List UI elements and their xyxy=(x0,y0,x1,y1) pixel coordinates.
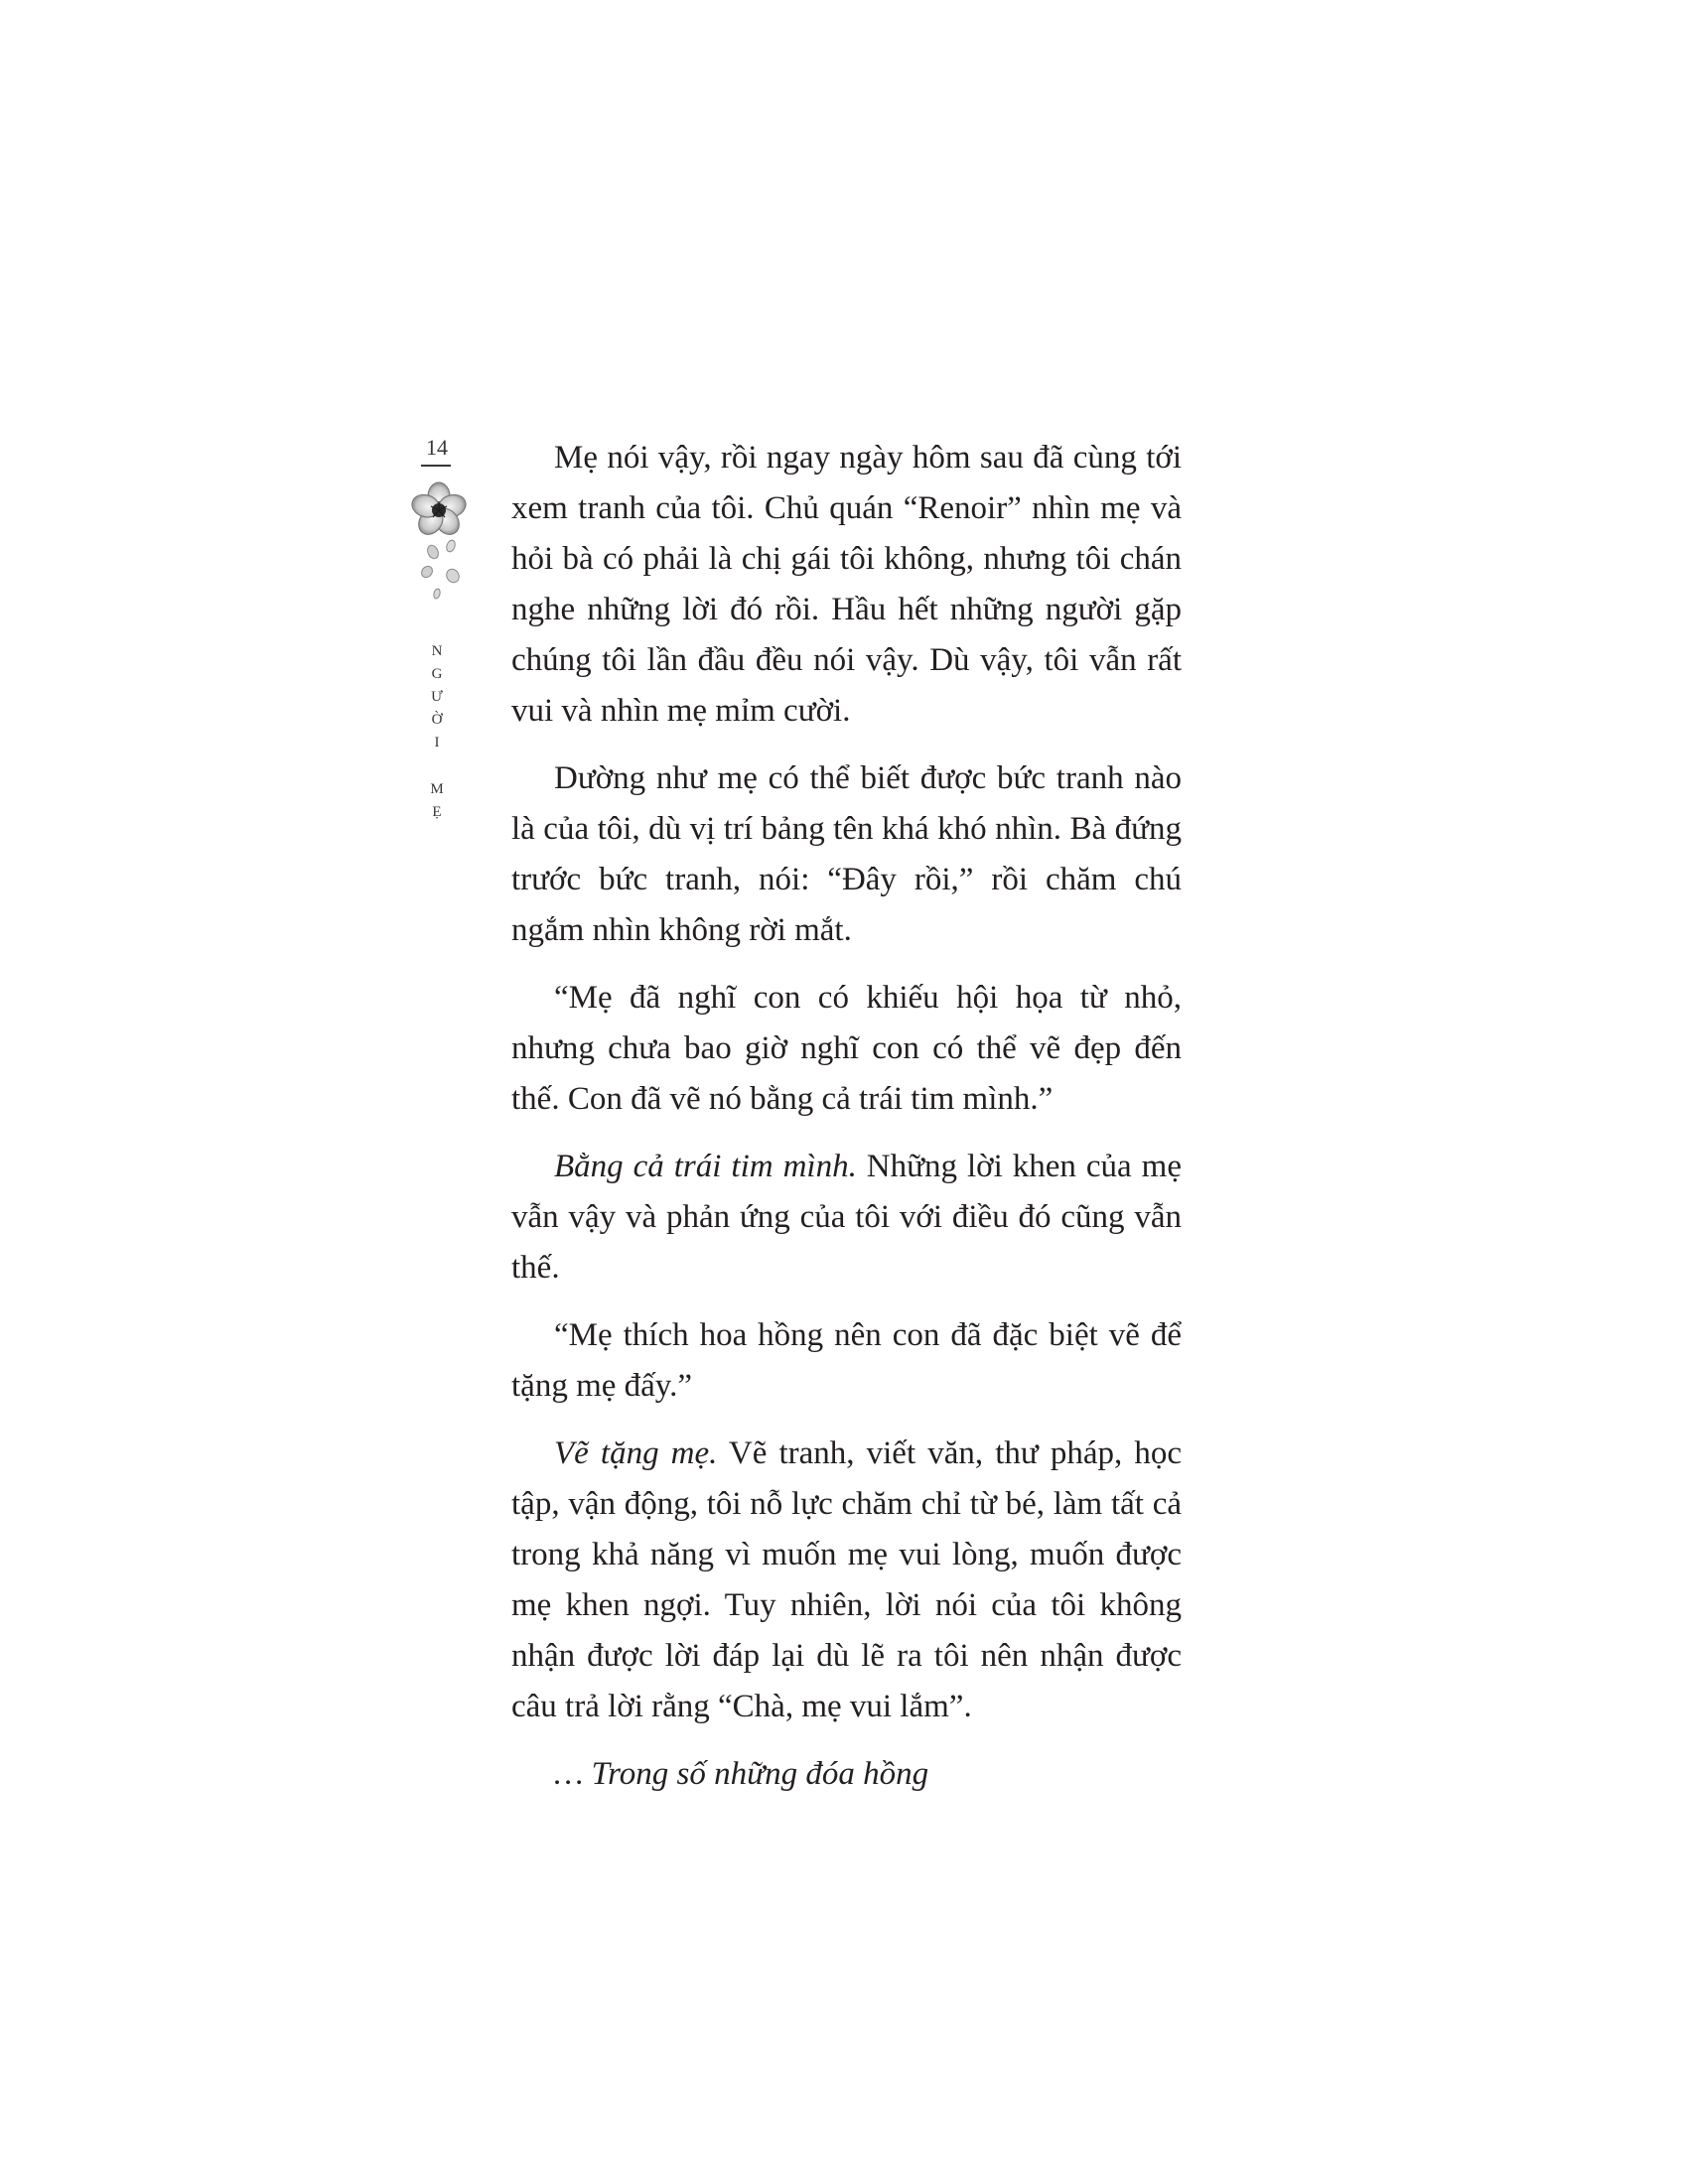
page-number-rule xyxy=(421,465,451,467)
flower-with-falling-petals-icon xyxy=(401,478,481,617)
paragraph xyxy=(511,1429,1182,1732)
title-letter: Ờ xyxy=(431,712,443,728)
title-gap xyxy=(421,754,453,778)
body-text xyxy=(511,433,1182,1817)
vertical-book-title xyxy=(421,640,453,824)
paragraph xyxy=(511,1310,1182,1412)
paragraph xyxy=(511,433,1182,737)
title-letter: Ẹ xyxy=(432,804,442,820)
paragraph xyxy=(511,753,1182,956)
title-letter: G xyxy=(431,666,443,682)
paragraph-text: “Mẹ đã nghĩ con có khiếu hội họa từ nhỏ, nhưng chưa bao giờ nghĩ con có thể vẽ đẹp đến thế. Con đã vẽ nó bằng cả trái tim mình.” xyxy=(511,980,1182,1117)
paragraph-text: Mẹ nói vậy, rồi ngay ngày hôm sau đã cùng tới xem tranh của tôi. Chủ quán “Renoir” nhìn mẹ và hỏi bà có phải là chị gái tôi không, nhưng tôi chán nghe những lời đó rồi. Hầu hết những người gặp chúng tôi lần đầu đều nói vậy. Dù vậy, tôi vẫn rất vui và nhìn mẹ mỉm cười. xyxy=(511,440,1182,729)
paragraph xyxy=(511,973,1182,1125)
title-letter: Ư xyxy=(431,689,443,705)
paragraph xyxy=(511,1142,1182,1294)
paragraph-text: Vẽ tranh, viết văn, thư pháp, học tập, vận động, tôi nỗ lực chăm chỉ từ bé, làm tất cả trong khả năng vì muốn mẹ vui lòng, muốn được mẹ khen ngợi. Tuy nhiên, lời nói của tôi không nhận được lời đáp lại dù lẽ ra tôi nên nhận được câu trả lời rằng “Chà, mẹ vui lắm”. xyxy=(511,1435,1183,1724)
paragraph-text: Những lời khen của mẹ vẫn vậy và phản ứng của tôi với điều đó cũng vẫn thế. xyxy=(511,1149,1182,1286)
paragraph-italic: Vẽ tặng mẹ. xyxy=(554,1435,718,1471)
paragraph-italic: … Trong số những đóa hồng xyxy=(554,1756,929,1792)
paragraph-text: “Mẹ thích hoa hồng nên con đã đặc biệt vẽ để tặng mẹ đấy.” xyxy=(511,1317,1182,1404)
page-number: 14 xyxy=(426,435,448,460)
paragraph-italic: Bằng cả trái tim mình. xyxy=(554,1149,857,1184)
title-letter: M xyxy=(430,781,444,797)
title-letter: N xyxy=(431,643,443,659)
paragraph-text: Dường như mẹ có thể biết được bức tranh nào là của tôi, dù vị trí bảng tên khá khó nhìn. Bà đứng trước bức tranh, nói: “Đây rồi,” rồi chăm chú ngắm nhìn không rời mắt. xyxy=(511,760,1182,948)
paragraph xyxy=(511,1749,1182,1800)
title-letter: I xyxy=(434,735,440,751)
